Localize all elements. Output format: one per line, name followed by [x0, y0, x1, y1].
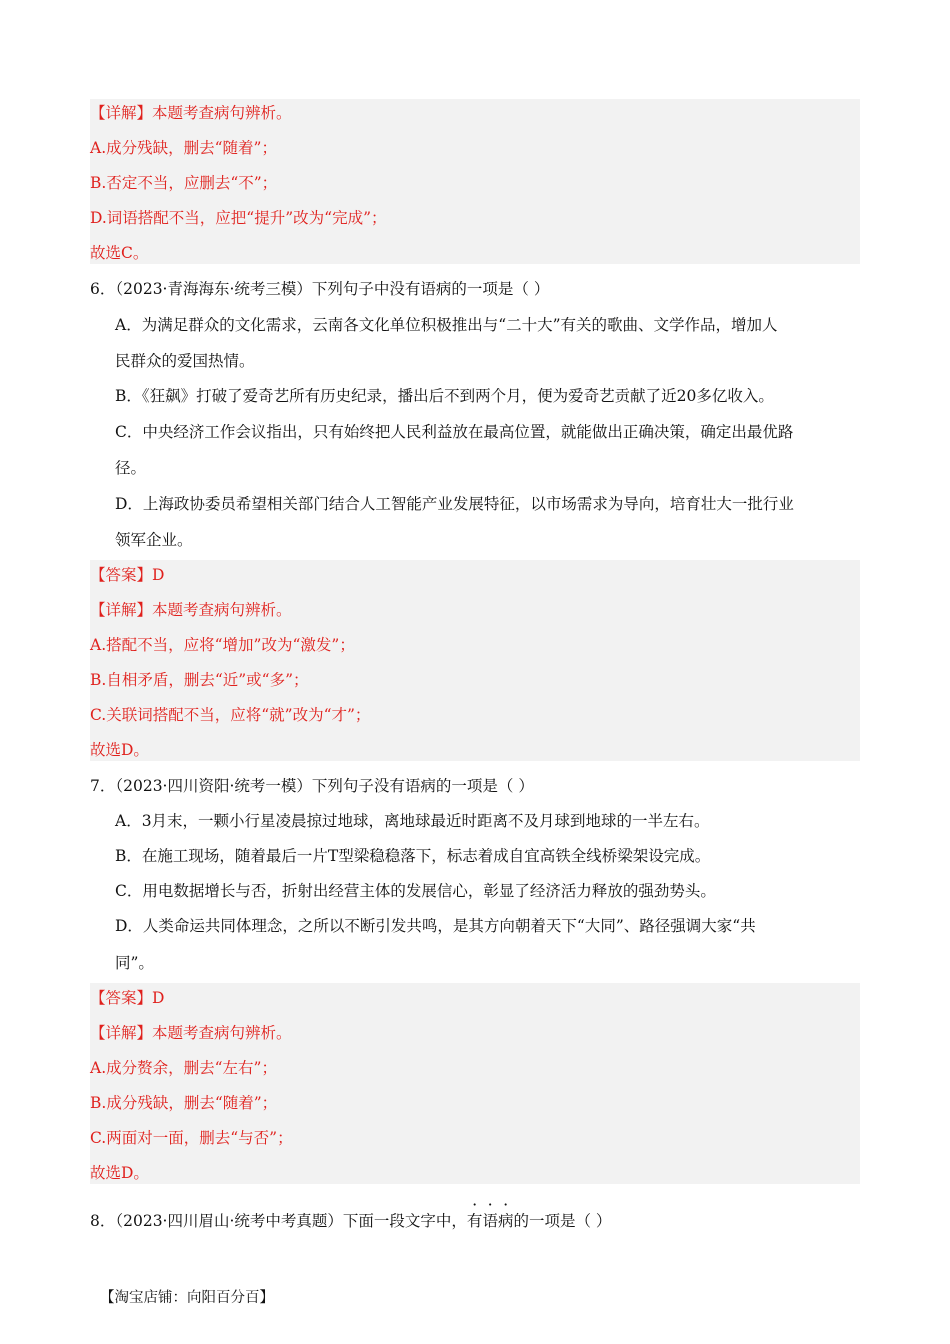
- q7-choose: 故选D。: [90, 1164, 149, 1182]
- q6-answer-key: 【答案】: [90, 566, 153, 584]
- q6-answer-box: [90, 560, 860, 761]
- q7-explain-b: B.成分残缺，删去“随着”；: [90, 1094, 278, 1112]
- q8-emphasis-3: 病: [497, 1212, 514, 1230]
- q6-option-d-cont: 领军企业。: [115, 531, 193, 549]
- q6-explain-b: B.自相矛盾，删去“近”或“多”；: [90, 671, 309, 689]
- q6-option-a-cont: 民群众的爱国热情。: [115, 352, 255, 370]
- q5-explain-d: D.词语搭配不当，应把“提升”改为“完成”；: [90, 209, 387, 227]
- q7-answer-key: 【答案】: [90, 989, 153, 1007]
- footer-shop: 【淘宝店铺：向阳百分百】: [100, 1290, 274, 1306]
- q6-answer: [90, 565, 164, 585]
- q8-stem-post: 的一项是（ ）: [513, 1212, 612, 1230]
- q6-option-c: C．中央经济工作会议指出，只有始终把人民利益放在最高位置，就能做出正确决策，确定出最优路: [115, 423, 794, 441]
- q5-explain-a: A.成分残缺，删去“随着”；: [90, 139, 277, 157]
- q5-explain-b: B.否定不当，应删去“不”；: [90, 174, 278, 192]
- q7-stem: 7．（2023·四川资阳·统考一模）下列句子没有语病的一项是（ ）: [90, 777, 534, 795]
- q7-option-a: A．3月末，一颗小行星凌晨掠过地球，离地球最近时距离不及月球到地球的一半左右。: [115, 812, 710, 830]
- q7-detail: 【详解】本题考查病句辨析。: [90, 1024, 292, 1042]
- q7-option-d-cont: 同”。: [115, 954, 154, 972]
- q6-option-c-cont: 径。: [115, 459, 147, 477]
- q6-explain-c: C.关联词搭配不当，应将“就”改为“才”；: [90, 706, 371, 724]
- q8-emphasis-2: 语: [482, 1212, 498, 1230]
- q6-explain-a: A.搭配不当，应将“增加”改为“激发”；: [90, 636, 355, 654]
- q6-stem: 6．（2023·青海海东·统考三模）下列句子中没有语病的一项是（ ）: [90, 280, 550, 298]
- q6-option-a: A．为满足群众的文化需求，云南各文化单位积极推出与“二十大”有关的歌曲、文学作品，增加人: [115, 316, 778, 334]
- q5-choose: 故选C。: [90, 244, 149, 262]
- q7-answer-value: D: [152, 989, 165, 1007]
- q6-option-b: B．《狂飙》打破了爱奇艺所有历史纪录，播出后不到两个月，便为爱奇艺贡献了近20多亿收入。: [115, 387, 774, 405]
- q7-option-d: D．人类命运共同体理念，之所以不断引发共鸣，是其方向朝着天下“大同”、路径强调大家“共: [115, 917, 756, 935]
- q6-answer-value: D: [152, 566, 165, 584]
- q8-stem-pre: 8．（2023·四川眉山·统考中考真题）下面一段文字中，: [90, 1212, 467, 1230]
- q8-emphasis-1: 有: [466, 1212, 483, 1230]
- q8-stem: [90, 1211, 611, 1231]
- q7-option-b: B．在施工现场，随着最后一片T型梁稳稳落下，标志着成自宜高铁全线桥梁架设完成。: [115, 847, 711, 865]
- q7-explain-c: C.两面对一面，删去“与否”；: [90, 1129, 293, 1147]
- q7-explain-a: A.成分赘余，删去“左右”；: [90, 1059, 277, 1077]
- q5-detail: 【详解】本题考查病句辨析。: [90, 104, 292, 122]
- q7-answer: [90, 988, 164, 1008]
- q7-answer-box: [90, 983, 860, 1184]
- q7-option-c: C．用电数据增长与否，折射出经营主体的发展信心，彰显了经济活力释放的强劲势头。: [115, 882, 716, 900]
- q6-choose: 故选D。: [90, 741, 149, 759]
- q6-detail: 【详解】本题考查病句辨析。: [90, 601, 292, 619]
- q6-option-d: D．上海政协委员希望相关部门结合人工智能产业发展特征，以市场需求为导向，培育壮大一批行业: [115, 495, 794, 513]
